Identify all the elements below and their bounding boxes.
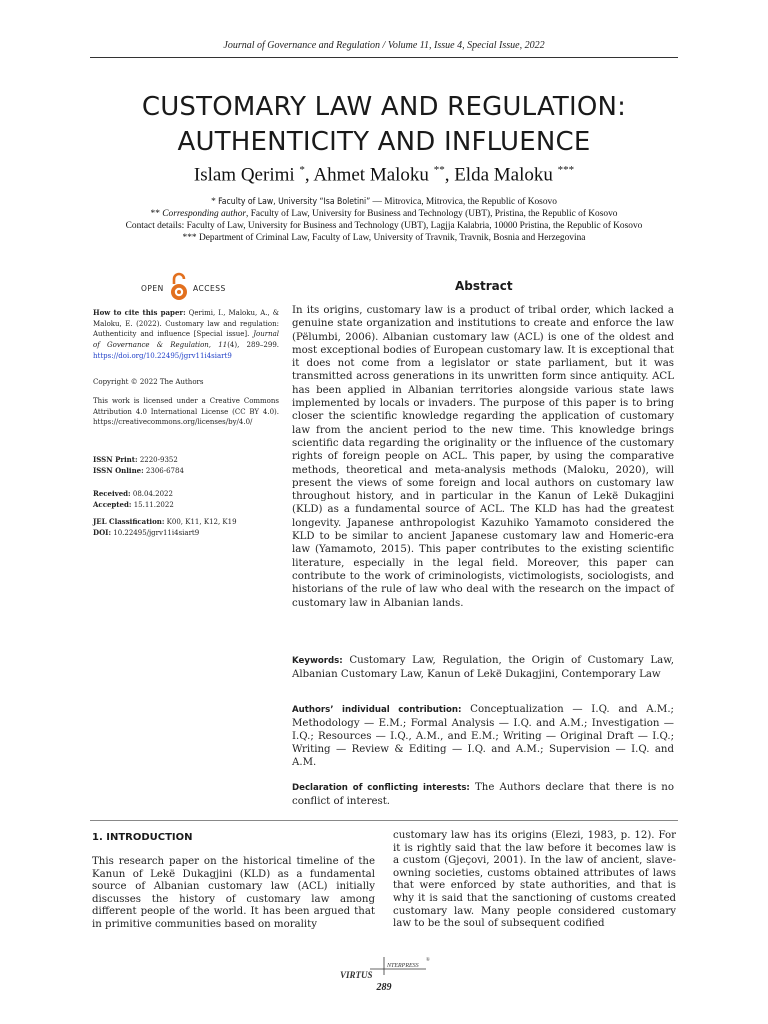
virtus-interpress-logo — [340, 955, 432, 981]
author-contributions — [292, 703, 674, 769]
cite-doi-link[interactable]: https://doi.org/10.22495/jgrv11i4siart9 — [93, 351, 232, 360]
open-access-right: ACCESS — [193, 284, 226, 293]
affiliation-mark: * — [211, 197, 219, 207]
conflict-declaration — [292, 781, 674, 808]
classification — [93, 517, 279, 538]
introduction-right-column: customary law has its origins (Elezi, 1983, p. 12). For it is rightly said that the law before it becomes law is a custom (Gjeçovi, 2001). In the law of ancient, slave-owning societies, customs obtained attributes of laws that were enforced by state authorities, and that is why it is said that the sanctioning of customs created customary law. Many people considered customary law to be the soul of subsequent codified — [393, 830, 676, 930]
jel-label: JEL Classification: — [93, 517, 165, 526]
cite-label: How to cite this paper: — [93, 308, 186, 317]
contributions-text: Conceptualization — I.Q. and A.M.; Methodology — E.M.; Formal Analysis — I.Q. and A.M.; Investigation — I.Q.; Resources — I.Q., A.M., and E.M.; Writing — Original Draft — I.Q.; Writing — Review & Editing — I.Q. and A.M.; Supervision — I.Q. and A.M. — [292, 704, 674, 768]
introduction-heading: 1. INTRODUCTION — [92, 832, 193, 843]
affiliation-2 — [0, 208, 768, 220]
conflict-text: The Authors declare that there is no conflict of interest. — [292, 782, 674, 807]
license: This work is licensed under a Creative Commons Attribution 4.0 International License (CC BY 4.0). https://creativecommons.org/licenses/by/4.0/ — [93, 397, 279, 427]
issn-online: 2306-6784 — [143, 466, 184, 475]
doi-value[interactable]: 10.22495/jgrv11i4siart9 — [111, 528, 200, 537]
logo-main-text: VIRTUS — [340, 970, 373, 980]
cite-issue: (4), 289–299. — [227, 341, 280, 350]
jel-codes: K00, K11, K12, K19 — [164, 518, 237, 526]
author-separator: , — [304, 164, 314, 186]
received-date: 08.04.2022 — [130, 490, 173, 498]
affiliation-location: , Faculty of Law, University for Business and Technology (UBT), Pristina, the Republic of Kosovo — [246, 209, 618, 219]
keywords — [292, 654, 674, 681]
accepted-label: Accepted: — [93, 499, 132, 509]
section-divider — [90, 820, 678, 821]
cite-journal: Journal of Governance & Regulation, 11 — [93, 330, 279, 350]
affiliation-1 — [0, 196, 768, 208]
open-access-left: OPEN — [141, 284, 164, 293]
introduction-left-column: This research paper on the historical timeline of the Kanun of Lekë Dukagjini (KLD) as a fundamental source of Albanian customary law (ACL) initially discusses the history of customary law among different people of the world. It has been argued that in primitive communities based on morality — [92, 856, 375, 930]
keywords-label: Keywords: — [292, 656, 343, 666]
copyright: Copyright © 2022 The Authors — [93, 378, 204, 386]
issn-print-label: ISSN Print: — [93, 455, 138, 464]
author-1: Islam Qerimi — [193, 164, 295, 186]
paper-title — [0, 90, 768, 160]
title-line-1: CUSTOMARY LAW AND REGULATION: — [141, 92, 627, 122]
doi-label: DOI: — [93, 527, 112, 537]
issn-online-label: ISSN Online: — [93, 465, 144, 475]
contact-details: Contact details: Faculty of Law, University for Business and Technology (UBT), Lagjja Kalabria, 10000 Pristina, the Republic of Kosovo — [125, 221, 643, 231]
author-list — [0, 164, 768, 186]
author-separator: , — [444, 164, 455, 186]
corresponding-author-label: Corresponding author — [162, 209, 247, 219]
accepted-date: 15.11.2022 — [131, 500, 174, 509]
cite-text: Qerimi, I., Maloku, A., & Maloku, E. (2022). Customary law and regulation: Authenticity and influence [Special issue]. — [93, 309, 279, 339]
author-3-mark: *** — [557, 164, 575, 176]
author-2-mark: ** — [433, 164, 445, 176]
registered-icon: ® — [426, 958, 430, 963]
title-line-2: AUTHENTICITY AND INFLUENCE — [177, 127, 591, 157]
affiliation-3: *** Department of Criminal Law, Faculty of Law, University of Travnik, Travnik, Bosnia and Herzegovina — [182, 233, 586, 243]
affiliation-location: — Mitrovica, Mitrovica, the Republic of Kosovo — [370, 197, 557, 207]
affiliations — [0, 196, 768, 244]
open-access-logo — [141, 272, 237, 302]
how-to-cite — [93, 308, 279, 362]
contributions-label: Authors’ individual contribution: — [292, 705, 462, 715]
affiliation-mark: ** — [150, 209, 163, 219]
author-2: Ahmet Maloku — [313, 164, 429, 186]
abstract-body: In its origins, customary law is a product of tribal order, which lacked a genuine state organization and institutions to create and enforce the law (Pëlumbi, 2006). Albanian customary law (ACL) is one of the oldest and most exceptional bodies of European customary law. It is exceptional that it does not come from a legislator or state parliament, but it was transmitted across generations in its unwritten form since antiquity. ACL has been applied in Albanian territories alongside various state laws implemented by locals or invaders. The purpose of this paper is to bring closer the scientific knowledge regarding the application of customary law from the ancient period to the new time. This knowledge brings scientific data regarding the originality or the influence of the customary rights of foreign people on ACL. This paper, by using the comparative methods, theoretical and meta-analysis methods (Maloku, 2020), will present the views of some foreign and local authors on customary law throughout history, and in particular in the Kanun of Lekë Dukagjini (KLD) as a fundamental source of ACL. The KLD has had the greatest longevity. Japanese anthropologist Kazuhiko Yamamoto considered the KLD to be similar to ancient Japanese customary law and Homeric-era law (Yamamoto, 2015). This paper contributes to the existing scientific literature, especially in the legal field. Moreover, this paper can contribute to the work of criminologists, victimologists, sociologists, and historians of the rule of law who deal with the research on the impact of customary law in Albanian lands. — [292, 305, 674, 609]
issn — [93, 455, 279, 476]
dates — [93, 489, 279, 510]
received-label: Received: — [93, 489, 131, 498]
issn-print: 2220-9352 — [137, 456, 178, 464]
author-3: Elda Maloku — [454, 164, 553, 186]
logo-sub-text: NTERPRESS — [387, 963, 419, 969]
conflict-label: Declaration of conflicting interests: — [292, 783, 470, 793]
author-1-mark: * — [299, 164, 305, 176]
keywords-text: Customary Law, Regulation, the Origin of Customary Law, Albanian Customary Law, Kanun of Lekë Dukagjini, Contemporary Law — [292, 655, 674, 680]
header-rule — [90, 57, 678, 58]
abstract-heading: Abstract — [455, 279, 513, 293]
journal-header: Journal of Governance and Regulation / Volume 11, Issue 4, Special Issue, 2022 — [223, 40, 545, 51]
page-number: 289 — [376, 982, 392, 993]
open-lock-icon — [169, 272, 189, 302]
affiliation-faculty: Faculty of Law, University “Isa Boletini” — [218, 197, 371, 207]
